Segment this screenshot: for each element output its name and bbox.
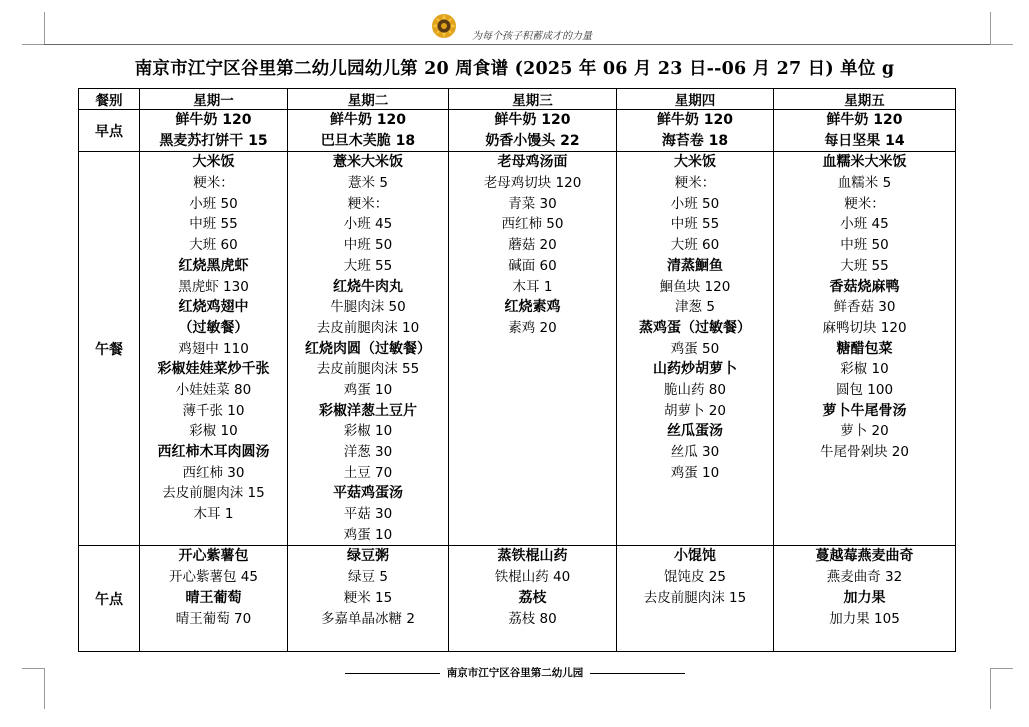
ingredient-line: 牛腿肉沫 50 [330,299,406,316]
ingredient-line: 牛尾骨剁块 20 [820,444,909,460]
menu-cell [617,152,774,546]
dish-name: 彩椒洋葱土豆片 [319,402,417,419]
ingredient-line: 大班 60 [189,237,238,254]
dish-name: 荔枝 [518,589,547,606]
menu-cell [617,546,774,652]
ingredient-line: 鸡蛋 10 [343,381,393,398]
dish-name: 清蒸鮰鱼 [667,257,723,274]
ingredient-line: 丝瓜 30 [670,444,720,460]
menu-cell [449,110,617,152]
ingredient-line: 西红柿 50 [501,216,564,233]
table-row [79,546,956,652]
ingredient-line: 彩椒 10 [840,361,889,378]
dish-name: 香菇烧麻鸭 [829,278,900,295]
column-header-day: 星期五 [774,89,956,110]
dish-name: 海苔卷 18 [661,132,729,149]
ingredient-line: 铁棍山药 40 [494,569,571,586]
ingredient-line: 大班 55 [840,257,889,274]
column-header-day: 星期一 [140,89,288,110]
dish-name: 糖醋包菜 [836,340,893,357]
dish-name: 西红柿木耳肉圆汤 [157,444,270,460]
ingredient-line: 薄千张 10 [182,402,245,419]
ingredient-line: 粳米： [193,175,234,192]
ingredient-line: 胡萝卜 20 [664,402,726,419]
ingredient-line: 多嘉单晶冰糖 2 [321,610,415,627]
crop-mark-bottom-right [990,668,1013,709]
ingredient-line: 中班 50 [840,237,889,254]
footer-rule-left [345,673,440,674]
ingredient-line: 大班 55 [343,257,393,274]
dish-name: 萝卜牛尾骨汤 [822,402,907,419]
ingredient-line: 绿豆 5 [348,569,388,586]
ingredient-line: 老母鸡切块 120 [483,175,582,192]
dish-name: 奶香小馒头 22 [485,132,580,149]
dish-name: 血糯米大米饭 [822,154,907,171]
dish-name: （过敏餐） [178,319,249,336]
header-rule [44,44,990,45]
ingredient-line: 中班 55 [189,216,238,233]
ingredient-line: 土豆 70 [343,464,393,481]
ingredient-line: 鸡蛋 10 [343,526,393,543]
dish-name: 红烧牛肉丸 [333,278,403,295]
crop-mark-bottom-left [22,668,45,709]
table-row [79,152,956,546]
column-header-day: 星期二 [288,89,449,110]
ingredient-line: 去皮前腿肉沫 15 [162,485,265,502]
ingredient-line: 小班 45 [343,216,393,233]
ingredient-line: 中班 50 [343,237,393,254]
menu-table [78,88,956,652]
dish-name: 晴王葡萄 [185,589,242,606]
dish-name: 巴旦木芙脆 18 [320,132,416,149]
meal-label: 午点 [79,546,140,652]
footer-text: 南京市江宁区谷里第二幼儿园 [446,667,584,679]
ingredient-line: 粳米： [844,195,885,212]
menu-cell [140,546,288,652]
dish-name: 老母鸡汤面 [497,154,568,171]
dish-name: 黑麦苏打饼干 15 [159,132,268,149]
table-header-row [79,89,956,110]
menu-cell [774,110,956,152]
menu-cell [140,110,288,152]
ingredient-line: 中班 55 [670,216,720,233]
ingredient-line: 圆包 100 [835,381,894,398]
ingredient-line: 萝卜 20 [840,423,889,440]
dish-name: 蒸铁棍山药 [497,548,568,565]
dish-name: 蔓越莓燕麦曲奇 [815,548,914,565]
dish-name: 山药炒胡萝卜 [653,361,737,378]
ingredient-line: 小班 50 [189,195,238,212]
menu-cell [774,546,956,652]
menu-cell [288,152,449,546]
ingredient-line: 彩椒 10 [189,423,238,440]
menu-cell [617,110,774,152]
ingredient-line: 大班 60 [670,237,720,254]
dish-name: 丝瓜蛋汤 [667,423,723,440]
dish-name: 每日坚果 14 [824,132,905,149]
menu-cell [140,152,288,546]
ingredient-line: 馄饨皮 25 [664,569,726,586]
dish-name: 鲜牛奶 120 [175,112,252,128]
ingredient-line: 平菇 30 [343,506,393,523]
dish-name: 大米饭 [192,154,235,171]
dish-name: 绿豆粥 [347,548,389,565]
dish-name: 鲜牛奶 120 [656,112,734,128]
school-logo-icon [431,13,457,39]
ingredient-line: 鮰鱼块 120 [659,278,731,295]
ingredient-line: 鸡翅中 110 [178,340,249,357]
ingredient-line: 小娃娃菜 80 [175,381,252,398]
ingredient-line: 麻鸭切块 120 [822,319,907,336]
table-row [79,110,956,152]
ingredient-line: 小班 50 [670,195,720,212]
meal-label: 午餐 [79,152,140,546]
menu-cell [449,152,617,546]
school-motto: 为每个孩子积蓄成才的力量 [472,31,592,42]
ingredient-line: 彩椒 10 [343,423,393,440]
ingredient-line: 青菜 30 [508,195,557,212]
ingredient-line: 薏米 5 [348,175,388,192]
menu-cell [288,546,449,652]
dish-name: 彩椒娃娃菜炒千张 [157,361,270,378]
ingredient-line: 鸡蛋 10 [670,464,720,481]
ingredient-line: 小班 45 [840,216,889,233]
page-header [0,10,1029,46]
dish-name: 红烧素鸡 [504,299,561,316]
column-header-day: 星期三 [449,89,617,110]
dish-name: 薏米大米饭 [333,154,403,171]
column-header-day: 星期四 [617,89,774,110]
ingredient-line: 荔枝 80 [508,610,557,627]
menu-cell [774,152,956,546]
ingredient-line: 粳米： [674,175,716,192]
ingredient-line: 晴王葡萄 70 [175,610,252,627]
ingredient-line: 素鸡 20 [508,319,557,336]
dish-name: 蒸鸡蛋（过敏餐） [639,319,751,336]
dish-name: 鲜牛奶 120 [826,112,903,128]
ingredient-line: 木耳 1 [512,278,553,295]
menu-cell [288,110,449,152]
ingredient-line: 去皮前腿肉沫 15 [643,589,747,606]
column-header-meal: 餐别 [79,89,140,110]
dish-name: 红烧鸡翅中 [178,299,249,316]
ingredient-line: 西红柿 30 [182,464,245,481]
page-title: 南京市江宁区谷里第二幼儿园幼儿第 20 周食谱 (2025 年 06 月 23 日--06 月 27 日) 单位 g [134,59,895,79]
dish-name: 鲜牛奶 120 [329,112,407,128]
ingredient-line: 洋葱 30 [343,444,393,460]
dish-name: 鲜牛奶 120 [494,112,571,128]
dish-name: 大米饭 [674,154,716,171]
ingredient-line: 脆山药 80 [664,381,726,398]
ingredient-line: 燕麦曲奇 32 [826,569,903,586]
ingredient-line: 开心紫薯包 45 [169,569,258,586]
dish-name: 红烧黑虎虾 [178,257,249,274]
dish-name: 小馄饨 [674,548,716,565]
dish-name: 开心紫薯包 [178,548,249,565]
ingredient-line: 鸡蛋 50 [670,340,720,357]
dish-name: 红烧肉圆（过敏餐） [305,340,431,357]
ingredient-line: 粳米： [347,195,389,212]
ingredient-line: 粳米 15 [343,589,393,606]
ingredient-line: 血糯米 5 [837,175,892,192]
ingredient-line: 去皮前腿肉沫 10 [316,319,420,336]
ingredient-line: 津葱 5 [675,299,715,316]
dish-name: 平菇鸡蛋汤 [333,485,403,502]
ingredient-line: 加力果 105 [829,610,900,627]
dish-name: 加力果 [843,589,886,606]
ingredient-line: 蘑菇 20 [508,237,557,254]
menu-cell [449,546,617,652]
ingredient-line: 鲜香菇 30 [833,299,896,316]
ingredient-line: 黑虎虾 130 [178,278,249,295]
page-footer [345,665,685,681]
ingredient-line: 去皮前腿肉沫 55 [316,361,420,378]
ingredient-line: 木耳 1 [193,506,234,523]
ingredient-line: 碱面 60 [508,257,557,274]
footer-rule-right [590,673,685,674]
meal-label: 早点 [79,110,140,152]
